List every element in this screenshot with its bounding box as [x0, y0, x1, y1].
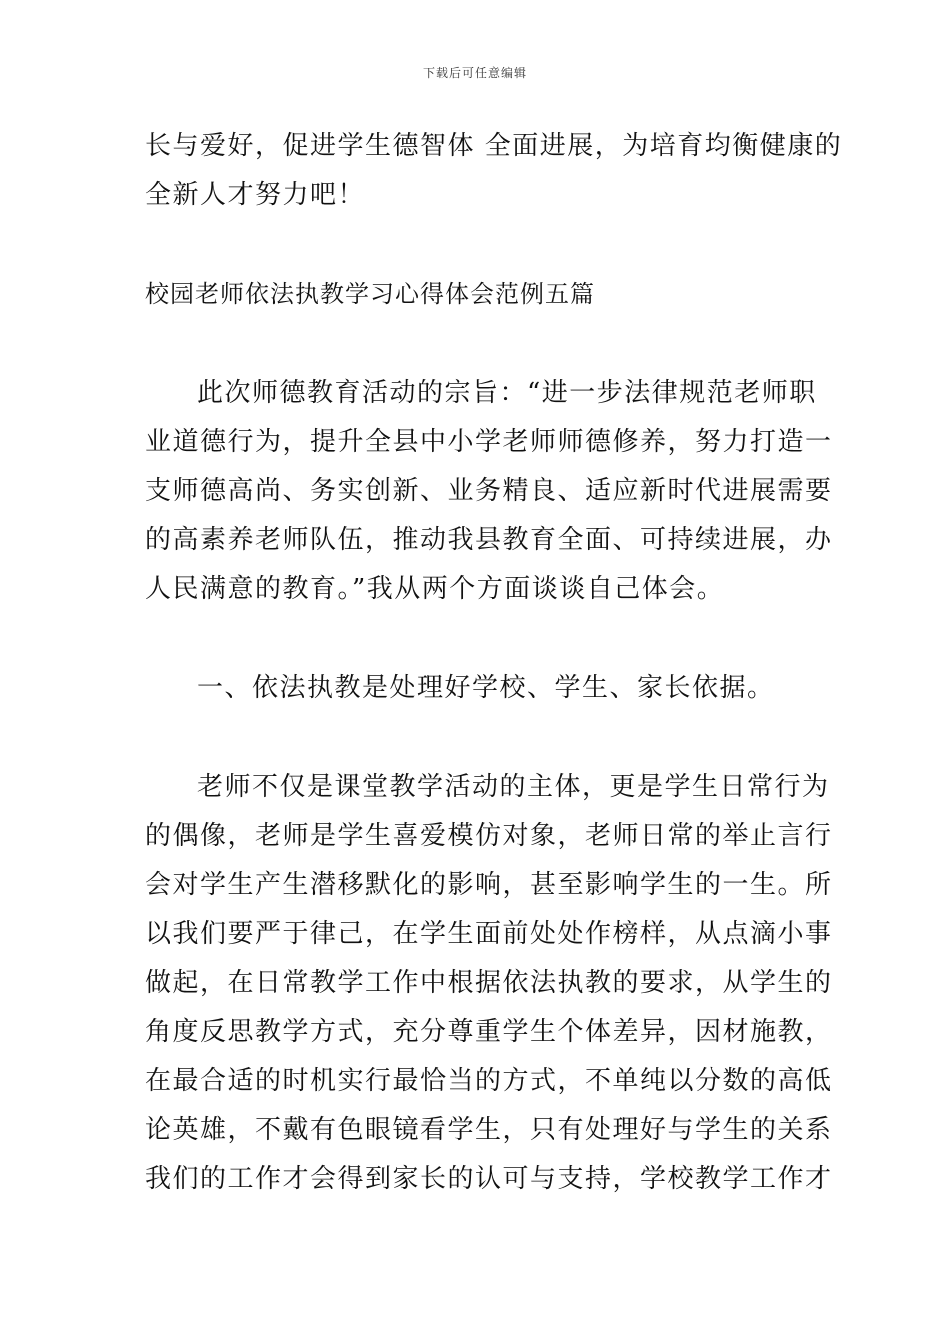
- text-line: 会对学生产生潜移默化的影响，甚至影响学生的一生。所: [145, 870, 833, 900]
- paragraph-gap: [145, 220, 805, 270]
- document-body: [145, 122, 843, 1204]
- paragraph-gap: [145, 614, 805, 664]
- text-line: 老师不仅是课堂教学活动的主体，更是学生日常行为: [197, 772, 830, 802]
- page-header-note: 下载后可任意编辑: [422, 66, 527, 80]
- text-line: 的偶像，老师是学生喜爱模仿对象，老师日常的举止言行: [145, 821, 833, 851]
- article-title: 校园老师依法执教学习心得体会范例五篇: [145, 280, 595, 308]
- text-line: 角度反思教学方式，充分尊重学生个体差异，因材施教，: [145, 1017, 833, 1047]
- text-line: 论英雄，不戴有色眼镜看学生，只有处理好与学生的关系: [145, 1115, 833, 1145]
- text-line: 做起，在日常教学工作中根据依法执教的要求，从学生的: [145, 968, 833, 998]
- text-line: 业道德行为，提升全县中小学老师师德修养，努力打造一: [145, 427, 833, 457]
- text-line: 此次师德教育活动的宗旨：“进一步法律规范老师职: [197, 378, 817, 408]
- text-line: 以我们要严于律己，在学生面前处处作榜样，从点滴小事: [145, 919, 833, 949]
- text-line: 长与爱好，促进学生德智体 全面进展，为培育均衡健康的: [145, 131, 843, 161]
- paragraph-gap: [145, 319, 805, 369]
- text-line: 在最合适的时机实行最恰当的方式，不单纯以分数的高低: [145, 1066, 833, 1096]
- paragraph-gap: [145, 713, 805, 763]
- section-heading: 一、依法执教是处理好学校、学生、家长依据。: [197, 673, 775, 703]
- text-line: 我们的工作才会得到家长的认可与支持，学校教学工作才: [145, 1164, 833, 1194]
- text-line: 全新人才努力吧！: [145, 180, 366, 210]
- text-line: 支师德高尚、务实创新、业务精良、适应新时代进展需要: [145, 476, 833, 506]
- text-line: 的高素养老师队伍，推动我县教育全面、可持续进展，办: [145, 525, 833, 555]
- text-line: 人民满意的教育。”我从两个方面谈谈自己体会。: [145, 574, 725, 604]
